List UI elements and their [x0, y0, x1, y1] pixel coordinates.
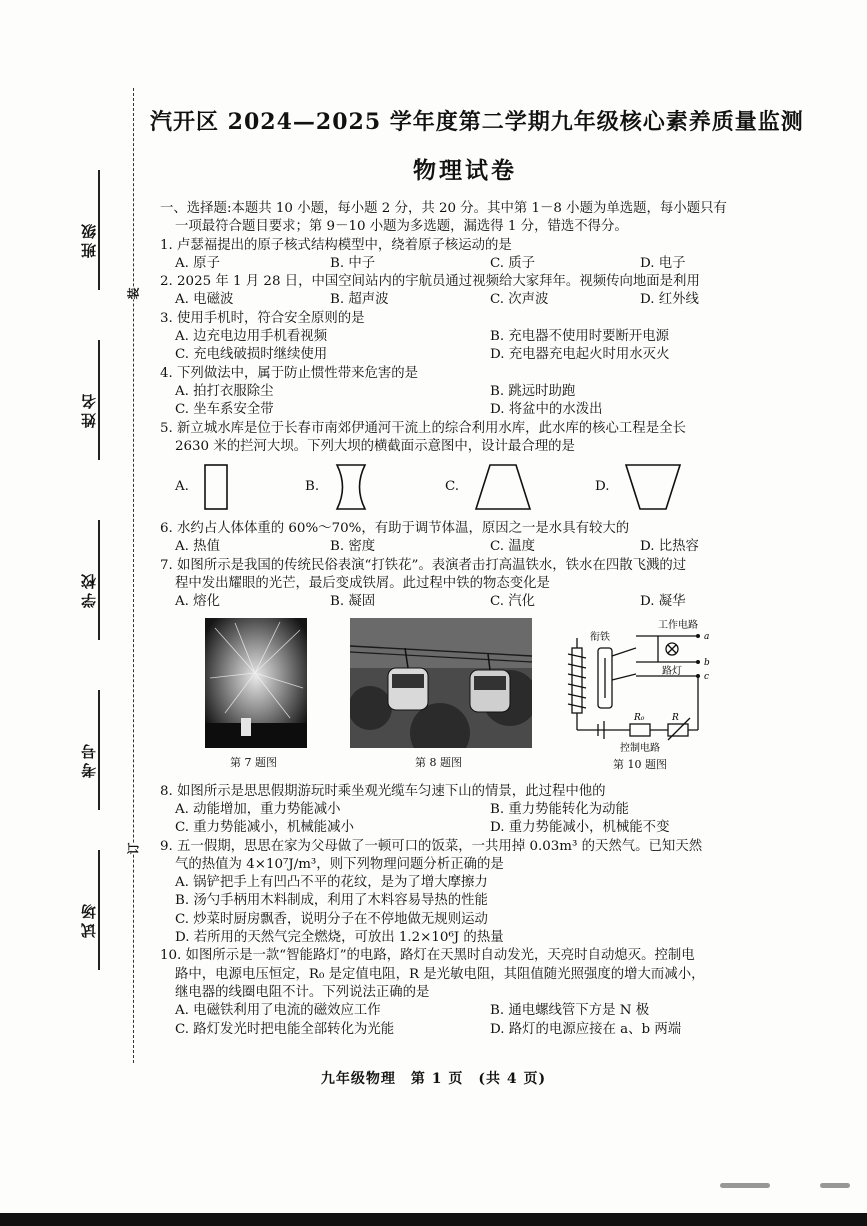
- option: A. 电磁铁利用了电流的磁效应工作: [175, 1003, 381, 1019]
- scan-bottom-edge: [0, 1213, 867, 1226]
- question-stem: 2. 2025 年 1 月 28 日，中国空间站内的宇航员通过视频给大家拜年。视频传向地面是利用: [160, 274, 700, 290]
- question-options: [160, 819, 760, 837]
- binding-label: 试场: [80, 900, 98, 938]
- option: C. 次声波: [490, 292, 549, 308]
- cable-car-photo: [350, 618, 532, 748]
- question-stem: 1. 卢瑟福提出的原子核式结构模型中，绕着原子核运动的是: [160, 237, 512, 253]
- smart-lamp-circuit-diagram: [558, 618, 718, 753]
- option: D. 若所用的天然气完全燃烧，可放出 1.2×10⁶J 的热量: [175, 930, 504, 946]
- option: C.: [445, 479, 460, 495]
- option: C. 重力势能减小，机械能减小: [175, 820, 354, 836]
- exam-title: 汽开区 2024—2025 学年度第二学期九年级核心素养质量监测: [150, 109, 804, 135]
- scan-smudge: [820, 1183, 850, 1188]
- option: D. 充电器充电起火时用水灭火: [490, 347, 670, 363]
- circuit-label-work: 工作电路: [658, 619, 698, 631]
- binding-field-class: [60, 160, 130, 310]
- question-options: [160, 1002, 760, 1020]
- option: D. 电子: [640, 255, 686, 271]
- binding-label: 姓名: [80, 390, 98, 428]
- circuit-label-lamp: 路灯: [662, 665, 682, 677]
- option: B. 中子: [330, 255, 376, 271]
- question-options: [160, 346, 760, 364]
- option: D. 红外线: [640, 292, 699, 308]
- binding-field-name: [60, 330, 130, 480]
- option: B. 跳远时助跑: [490, 383, 576, 399]
- option: B. 重力势能转化为动能: [490, 801, 629, 817]
- question-stem: 4. 下列做法中，属于防止惯性带来危害的是: [160, 365, 419, 381]
- option: A. 熔化: [175, 594, 220, 610]
- trapezoid-wide-top-dam-icon: [622, 462, 684, 512]
- option: B. 凝固: [330, 594, 376, 610]
- option: D.: [595, 479, 610, 495]
- concave-dam-icon: [332, 462, 372, 512]
- option: C. 汽化: [490, 594, 536, 610]
- option: C. 坐车系安全带: [175, 402, 274, 418]
- fold-mark: 订: [126, 842, 141, 855]
- option: A. 锅铲把手上有凹凸不平的花纹，是为了增大摩擦力: [175, 875, 488, 891]
- option: A. 原子: [175, 255, 220, 271]
- option: C. 路灯发光时把电能全部转化为光能: [175, 1021, 395, 1037]
- question-stem: 10. 如图所示是一款“智能路灯”的电路，路灯在天黑时自动发光，天亮时自动熄灭。控制电: [160, 948, 695, 964]
- option: A. 拍打衣服除尘: [175, 383, 274, 399]
- terminal-a: a: [704, 631, 710, 642]
- question-options: [160, 291, 760, 309]
- option: A. 电磁波: [175, 292, 234, 308]
- question-options: [160, 383, 760, 401]
- question-stem: 程中发出耀眼的光芒，最后变成铁屑。此过程中铁的物态变化是: [175, 576, 550, 592]
- binding-label: 学校: [80, 570, 98, 608]
- question-stem: 9. 五一假期，思思在家为父母做了一顿可口的饭菜，一共用掉 0.03m³ 的天然气。已知天然: [160, 838, 703, 854]
- section-intro: 一项最符合题目要求；第 9－10 小题为多选题，漏选得 1 分，错选不得分。: [175, 219, 628, 235]
- question-options: [160, 255, 760, 273]
- section-intro: 一、选择题:本题共 10 小题，每小题 2 分，共 20 分。其中第 1－8 小题为单选题，每小题只有: [160, 201, 727, 216]
- option: A. 热值: [175, 539, 220, 555]
- option: A. 边充电边用手机看视频: [175, 329, 328, 345]
- question-options: [160, 593, 760, 611]
- question-stem: 继电器的线圈电阻不计。下列说法正确的是: [175, 984, 430, 1000]
- fold-mark: 装: [126, 287, 141, 300]
- option: D. 路灯的电源应接在 a、b 两端: [490, 1021, 682, 1037]
- option: D. 重力势能减小，机械能不变: [490, 820, 670, 836]
- option: A. 动能增加，重力势能减小: [175, 801, 341, 817]
- figures-row: [160, 618, 760, 783]
- binding-field-school: [60, 510, 130, 660]
- rectangle-dam-icon: [202, 462, 232, 512]
- question-stem: 6. 水约占人体体重的 60%～70%，有助于调节体温，原因之一是水具有较大的: [160, 521, 630, 537]
- binding-dashed-line: [133, 88, 134, 1063]
- binding-field-exam-number: [60, 680, 130, 830]
- exam-content: [160, 200, 760, 1039]
- question-options: [160, 801, 760, 819]
- option: B. 密度: [330, 539, 376, 555]
- option: D. 比热容: [640, 539, 699, 555]
- option: B. 超声波: [330, 292, 389, 308]
- binding-margin: [60, 160, 130, 980]
- circuit-label-control: 控制电路: [620, 742, 660, 753]
- figure-caption: 第 8 题图: [415, 755, 462, 769]
- terminal-c: c: [704, 671, 710, 682]
- binding-label: 班级: [80, 220, 98, 258]
- option: B. 充电器不使用时要断开电源: [490, 329, 670, 345]
- trapezoid-wide-bottom-dam-icon: [472, 462, 534, 512]
- exam-header: [150, 105, 804, 185]
- question-options: [160, 328, 760, 346]
- page-footer: 九年级物理 第 1 页 (共 4 页): [320, 1071, 547, 1087]
- binding-field-exam-room: [60, 840, 130, 990]
- option: A.: [175, 479, 189, 495]
- option: D. 将盆中的水泼出: [490, 402, 603, 418]
- iron-flower-photo: [205, 618, 307, 748]
- question-stem: 8. 如图所示是思思假期游玩时乘坐观光缆车匀速下山的情景，此过程中他的: [160, 783, 606, 799]
- question-stem: 5. 新立城水库是位于长春市南郊伊通河干流上的综合利用水库，此水库的核心工程是全长: [160, 420, 686, 436]
- option: C. 炒菜时厨房飘香，说明分子在不停地做无规则运动: [175, 911, 488, 927]
- dam-cross-section-options: [160, 462, 760, 520]
- circuit-label-armature: 衔铁: [590, 631, 610, 643]
- option: C. 温度: [490, 539, 536, 555]
- figure-caption: 第 10 题图: [613, 757, 667, 771]
- scan-smudge: [720, 1183, 770, 1188]
- question-stem: 7. 如图所示是我国的传统民俗表演“打铁花”。表演者击打高温铁水，铁水在四散飞溅的过: [160, 557, 687, 573]
- question-stem: 3. 使用手机时，符合安全原则的是: [160, 310, 365, 326]
- resistor-r-label: R: [672, 712, 679, 723]
- binding-label: 考号: [80, 740, 98, 778]
- option: B.: [305, 479, 320, 495]
- exam-subtitle: 物理试卷: [413, 157, 517, 184]
- resistor-r0-label: R₀: [634, 712, 645, 723]
- option: B. 通电螺线管下方是 N 极: [490, 1003, 650, 1019]
- question-stem: 路中，电源电压恒定，R₀ 是定值电阻，R 是光敏电阻，其阻值随光照强度的增大而减小，: [175, 966, 705, 982]
- question-options: [160, 401, 760, 419]
- option: C. 充电线破损时继续使用: [175, 347, 328, 363]
- question-options: [160, 538, 760, 556]
- question-stem: 2630 米的拦河大坝。下列大坝的横截面示意图中，设计最合理的是: [175, 438, 575, 454]
- option: B. 汤勺手柄用木料制成，利用了木料容易导热的性能: [175, 893, 488, 909]
- option: D. 凝华: [640, 594, 686, 610]
- question-stem: 气的热值为 4×10⁷J/m³，则下列物理问题分析正确的是: [175, 856, 504, 872]
- option: C. 质子: [490, 255, 536, 271]
- figure-caption: 第 7 题图: [230, 755, 277, 769]
- question-options: [160, 1021, 760, 1039]
- terminal-b: b: [704, 657, 710, 668]
